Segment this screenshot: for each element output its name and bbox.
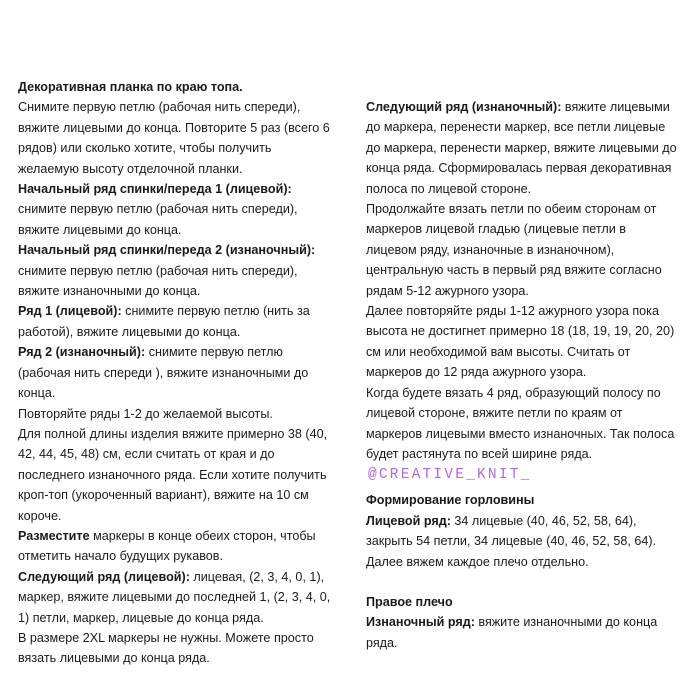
paragraph	[18, 424, 334, 526]
section-heading: Правое плечо	[366, 594, 453, 609]
paragraph	[366, 592, 678, 612]
paragraph-text: Повторяйте ряды 1-2 до желаемой высоты.	[18, 406, 273, 421]
paragraph-text: маркеры в конце обеих сторон, чтобы отметить начало будущих рукавов.	[18, 528, 316, 564]
paragraph	[18, 77, 334, 97]
paragraph-text: снимите первую петлю (нить за работой), вяжите лицевыми до конца.	[18, 304, 310, 339]
bold-label: Начальный ряд спинки/переда 1 (лицевой):	[18, 182, 292, 197]
paragraph-text: Далее вяжем каждое плечо отдельно.	[366, 554, 589, 569]
paragraph-text: Далее повторяйте ряды 1-12 ажурного узора пока высота не достигнет примерно 18 (18, 19, 19, 20, 20) см или необходимой вам высоты. Считать от маркеров до 12 ряда ажурного узора.	[366, 304, 675, 380]
bold-label: Разместите	[18, 528, 90, 543]
paragraph-text: лицевая, (2, 3, 4, 0, 1), маркер, вяжите лицевыми до последней 1, (2, 3, 4, 0, 1) петли, маркер, лицевые до конца ряда.	[18, 569, 331, 625]
paragraph	[18, 179, 334, 240]
paragraph-text: снимите первую петлю (рабочая нить спереди), вяжите изнаночными до конца.	[18, 263, 298, 299]
spacer	[366, 572, 678, 592]
paragraph-text: Для полной длины изделия вяжите примерно 38 (40, 42, 44, 45, 48) см, если считать от края и до последнего изнаночного ряда. Если хотите получить кроп-топ (укороченный вариант), вяжите на 10 см короче.	[18, 426, 328, 523]
paragraph-text: вяжите лицевыми до маркера, перенести маркер, все петли лицевые до маркера, перенести маркер, вяжите лицевыми до конца ряда. Сформировалась первая декоративная полоса по лицевой стороне.	[366, 100, 677, 196]
paragraph-text: Когда будете вязать 4 ряд, образующий полосу по лицевой стороне, вяжите петли по краям от маркеров лицевыми вместо изнаночных. Так полоса будет растянута по всей ширине ряда.	[366, 385, 675, 461]
bold-label: Ряд 1 (лицевой):	[18, 304, 122, 319]
paragraph	[366, 97, 678, 199]
paragraph-text: Снимите первую петлю (рабочая нить спереди), вяжите лицевыми до конца. Повторите 5 раз (всего 6 рядов) или сколько хотите, чтобы получить желаемую высоту отделочной планки.	[18, 100, 330, 176]
paragraph	[18, 567, 334, 628]
paragraph	[366, 612, 678, 653]
bold-label: Изнаночный ряд:	[366, 615, 475, 630]
paragraph-text: В размере 2XL маркеры не нужны. Можете просто вязать лицевыми до конца ряда.	[18, 630, 314, 666]
paragraph	[18, 342, 334, 403]
bold-label: Ряд 2 (изнаночный):	[18, 345, 146, 360]
paragraph	[366, 199, 678, 301]
paragraph	[366, 511, 678, 552]
paragraph	[18, 628, 334, 669]
paragraph-text: Продолжайте вязать петли по обеим сторонам от маркеров лицевой гладью (лицевые петли в лицевом ряду, изнаночные в изнаночном), центральную часть в первый ряд вяжите согласно рядам 5-12 ажурного узора.	[366, 202, 662, 298]
bold-label: Начальный ряд спинки/переда 2 (изнаночный):	[18, 243, 316, 258]
paragraph-text: вяжите изнаночными до конца ряда.	[366, 615, 658, 650]
paragraph	[366, 490, 678, 510]
bold-label: Декоративная планка по краю топа.	[18, 80, 243, 94]
section-heading: Формирование горловины	[366, 493, 535, 508]
paragraph	[18, 301, 334, 342]
bold-label: Лицевой ряд:	[366, 513, 451, 528]
paragraph	[18, 97, 334, 179]
paragraph-text: снимите первую петлю (рабочая нить спереди), вяжите лицевыми до конца.	[18, 202, 298, 237]
paragraph	[366, 301, 678, 383]
paragraph-text: снимите первую петлю (рабочая нить спереди ), вяжите изнаночными до конца.	[18, 345, 309, 401]
bold-label: Следующий ряд (лицевой):	[18, 569, 190, 584]
paragraph	[18, 240, 334, 301]
left-column	[18, 77, 334, 669]
paragraph	[366, 552, 678, 572]
paragraph-text: 34 лицевые (40, 46, 52, 58, 64), закрыть 54 петли, 34 лицевые (40, 46, 52, 58, 64).	[366, 513, 657, 549]
watermark: @CREATIVE_KNIT_	[368, 467, 532, 484]
paragraph	[18, 404, 334, 424]
bold-label: Следующий ряд (изнаночный):	[366, 100, 562, 114]
paragraph	[18, 526, 334, 567]
right-column	[366, 97, 678, 653]
paragraph	[366, 383, 678, 465]
